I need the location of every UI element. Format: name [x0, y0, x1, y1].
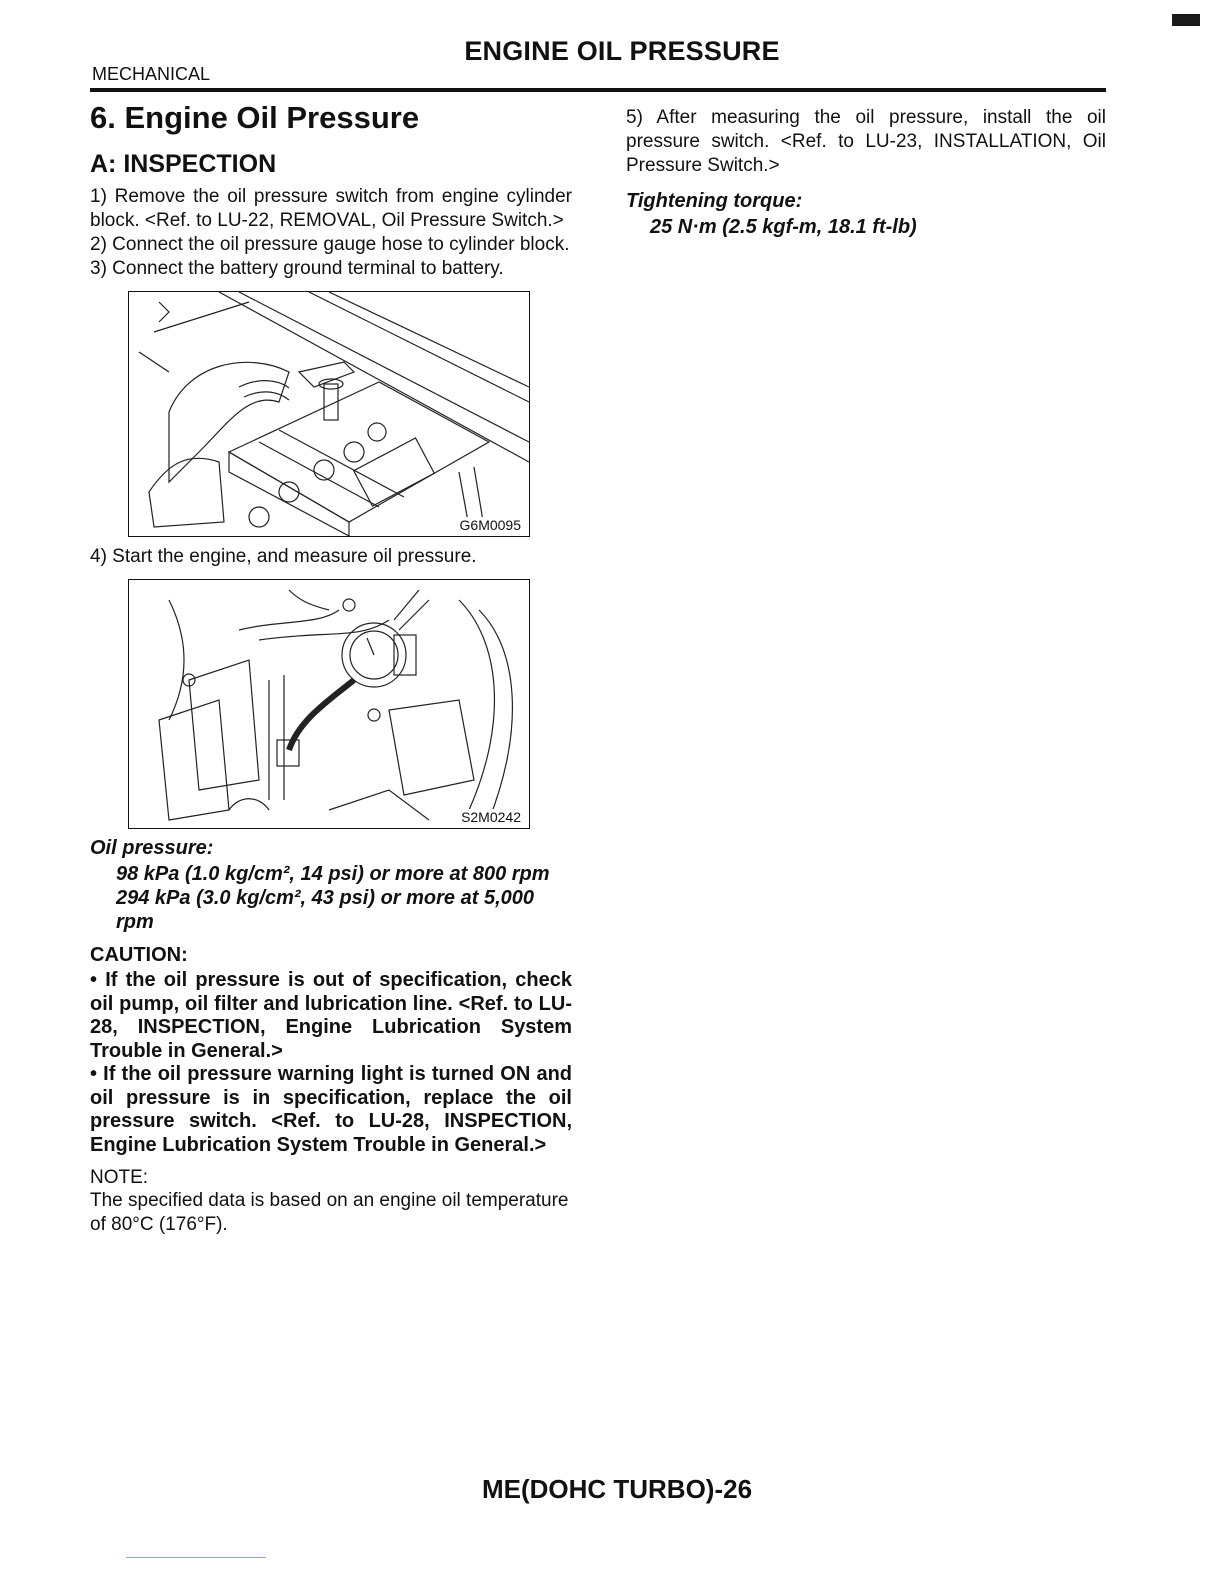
figure-code: G6M0095 [459, 517, 521, 533]
note-title: NOTE: [90, 1167, 149, 1188]
torque-label: Tightening torque: [626, 190, 803, 212]
figure-battery-terminal [128, 291, 530, 537]
caution-title: CAUTION: [90, 944, 188, 966]
oil-pressure-spec: 294 kPa (3.0 kg/cm², 43 psi) or more at 5,000 rpm [116, 887, 534, 933]
left-column [90, 100, 572, 1237]
corner-registration-mark [1172, 14, 1200, 26]
header-rule [90, 88, 1106, 92]
figure-oil-pressure-gauge [128, 579, 530, 829]
caution-item: • If the oil pressure is out of specification, check oil pump, oil filter and lubrication line. <Ref. to LU-28, INSPECTION, Engine Lubrication System Trouble in General.> [90, 969, 572, 1062]
oil-pressure-label: Oil pressure: [90, 837, 214, 859]
figure-code: S2M0242 [461, 809, 521, 825]
right-column [626, 106, 1106, 239]
note-text: The specified data is based on an engine oil temperature of 80°C (176°F). [90, 1190, 569, 1235]
battery-terminal-illustration [129, 292, 529, 536]
step-3: 3) Connect the battery ground terminal to battery. [90, 258, 504, 279]
step-1: 1) Remove the oil pressure switch from engine cylinder block. <Ref. to LU-22, REMOVAL, Oil Pressure Switch.> [90, 186, 572, 231]
oil-pressure-spec: 98 kPa (1.0 kg/cm², 14 psi) or more at 800 rpm [116, 863, 550, 885]
caution-item: • If the oil pressure warning light is turned ON and oil pressure is in specification, replace the oil pressure switch. <Ref. to LU-28, INSPECTION, Engine Lubrication System Trouble in General.> [90, 1063, 572, 1156]
page-number: ME(DOHC TURBO)-26 [481, 1474, 753, 1504]
subsection-heading: A: INSPECTION [90, 150, 277, 178]
step-2: 2) Connect the oil pressure gauge hose to cylinder block. [90, 234, 570, 255]
step-4: 4) Start the engine, and measure oil pressure. [90, 546, 477, 567]
page-title: ENGINE OIL PRESSURE [464, 36, 780, 66]
section-label: MECHANICAL [92, 64, 211, 84]
step-5: 5) After measuring the oil pressure, install the oil pressure switch. <Ref. to LU-23, INSTALLATION, Oil Pressure Switch.> [626, 107, 1106, 176]
torque-spec: 25 N·m (2.5 kgf-m, 18.1 ft-lb) [650, 216, 917, 238]
oil-pressure-gauge-illustration [129, 580, 529, 828]
section-heading: 6. Engine Oil Pressure [90, 100, 420, 135]
footer-rule [126, 1557, 266, 1558]
